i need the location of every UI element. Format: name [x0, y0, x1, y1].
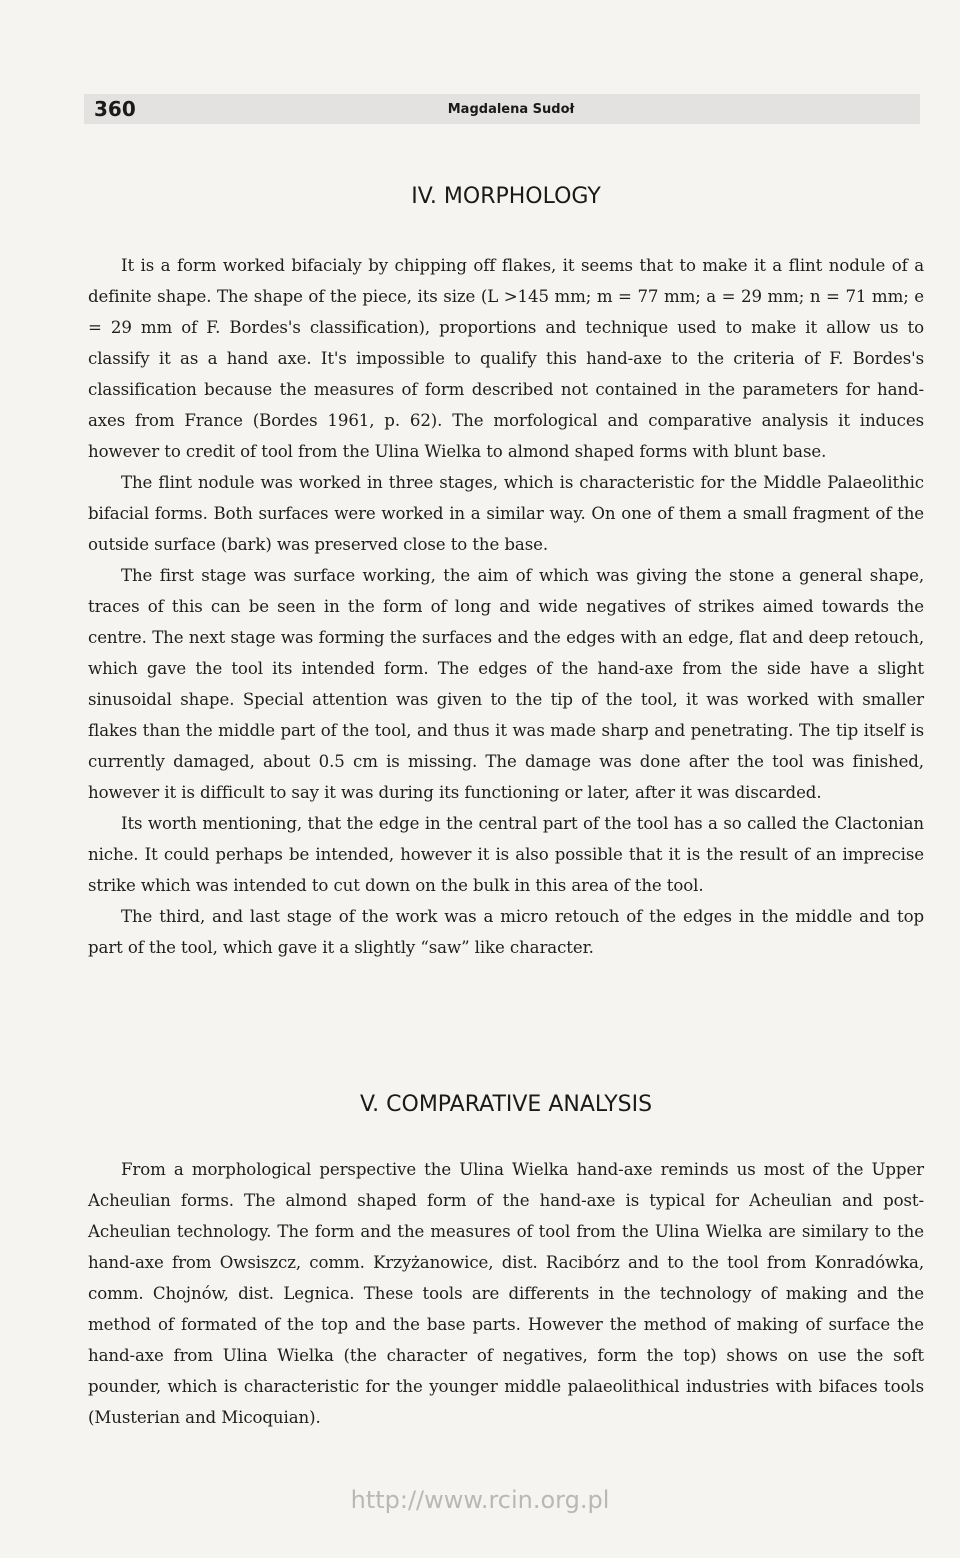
body-paragraph: From a morphological perspective the Ulina Wielka hand-axe reminds us most of the Upper Acheulian forms. The almond shaped form of the hand-axe is typical for Acheulian and post-Acheulian technology. The form and the measures of tool from the Ulina Wielka are similary to the hand-axe from Owsiszcz, comm. Krzyżanowice, dist. Racibórz and to the tool from Konradówka, comm. Chojnów, dist. Legnica. These tools are differents in the technology of making and the method of formated of the top and the base parts. However the method of making of surface the hand-axe from Ulina Wielka (the character of negatives, form the top) shows on use the soft pounder, which is characteristic for the younger middle palaeolithical industries with bifaces tools (Musterian and Micoquian).: [88, 1160, 924, 1427]
body-paragraph: It is a form worked bifacialy by chipping off flakes, it seems that to make it a flint nodule of a definite shape. The shape of the piece, its size (L >145 mm; m = 77 mm; a = 29 mm; n = 71 mm; e = 29 mm of F. Bordes's classification), proportions and technique used to make it allow us to classify it as a hand axe. It's impossible to qualify this hand-axe to the criteria of F. Bordes's classification because the measures of form described not contained in the parameters for hand-axes from France (Bordes 1961, p. 62). The morfological and comparative analysis it induces however to credit of tool from the Ulina Wielka to almond shaped forms with blunt base.: [88, 256, 924, 461]
section-heading-morphology: IV. MORPHOLOGY: [411, 184, 601, 209]
section-heading-comparative-analysis: V. COMPARATIVE ANALYSIS: [359, 1092, 653, 1117]
watermark-url: http://www.rcin.org.pl: [350, 1486, 610, 1514]
running-header: [84, 94, 920, 124]
body-paragraph: Its worth mentioning, that the edge in the central part of the tool has a so called the Clactonian niche. It could perhaps be intended, however it is also possible that it is the result of an imprecise strike which was intended to cut down on the bulk in this area of the tool.: [88, 814, 924, 895]
running-head-author: Magdalena Sudoł: [447, 101, 575, 117]
body-paragraph: The third, and last stage of the work was a micro retouch of the edges in the middle and top part of the tool, which gave it a slightly “saw” like character.: [88, 907, 924, 957]
body-paragraph: The flint nodule was worked in three stages, which is characteristic for the Middle Palaeolithic bifacial forms. Both surfaces were worked in a similar way. On one of them a small fragment of the outside surface (bark) was preserved close to the base.: [88, 473, 924, 554]
section-body-comparative-analysis: [88, 1154, 924, 1433]
page-number: 360: [94, 97, 136, 121]
body-paragraph: The first stage was surface working, the aim of which was giving the stone a general shape, traces of this can be seen in the form of long and wide negatives of strikes aimed towards the centre. The next stage was forming the surfaces and the edges with an edge, flat and deep retouch, which gave the tool its intended form. The edges of the hand-axe from the side have a slight sinusoidal shape. Special attention was given to the tip of the tool, it was worked with smaller flakes than the middle part of the tool, and thus it was made sharp and penetrating. The tip itself is currently damaged, about 0.5 cm is missing. The damage was done after the tool was finished, however it is difficult to say it was during its functioning or later, after it was discarded.: [88, 566, 924, 802]
section-body-morphology: [88, 250, 924, 963]
